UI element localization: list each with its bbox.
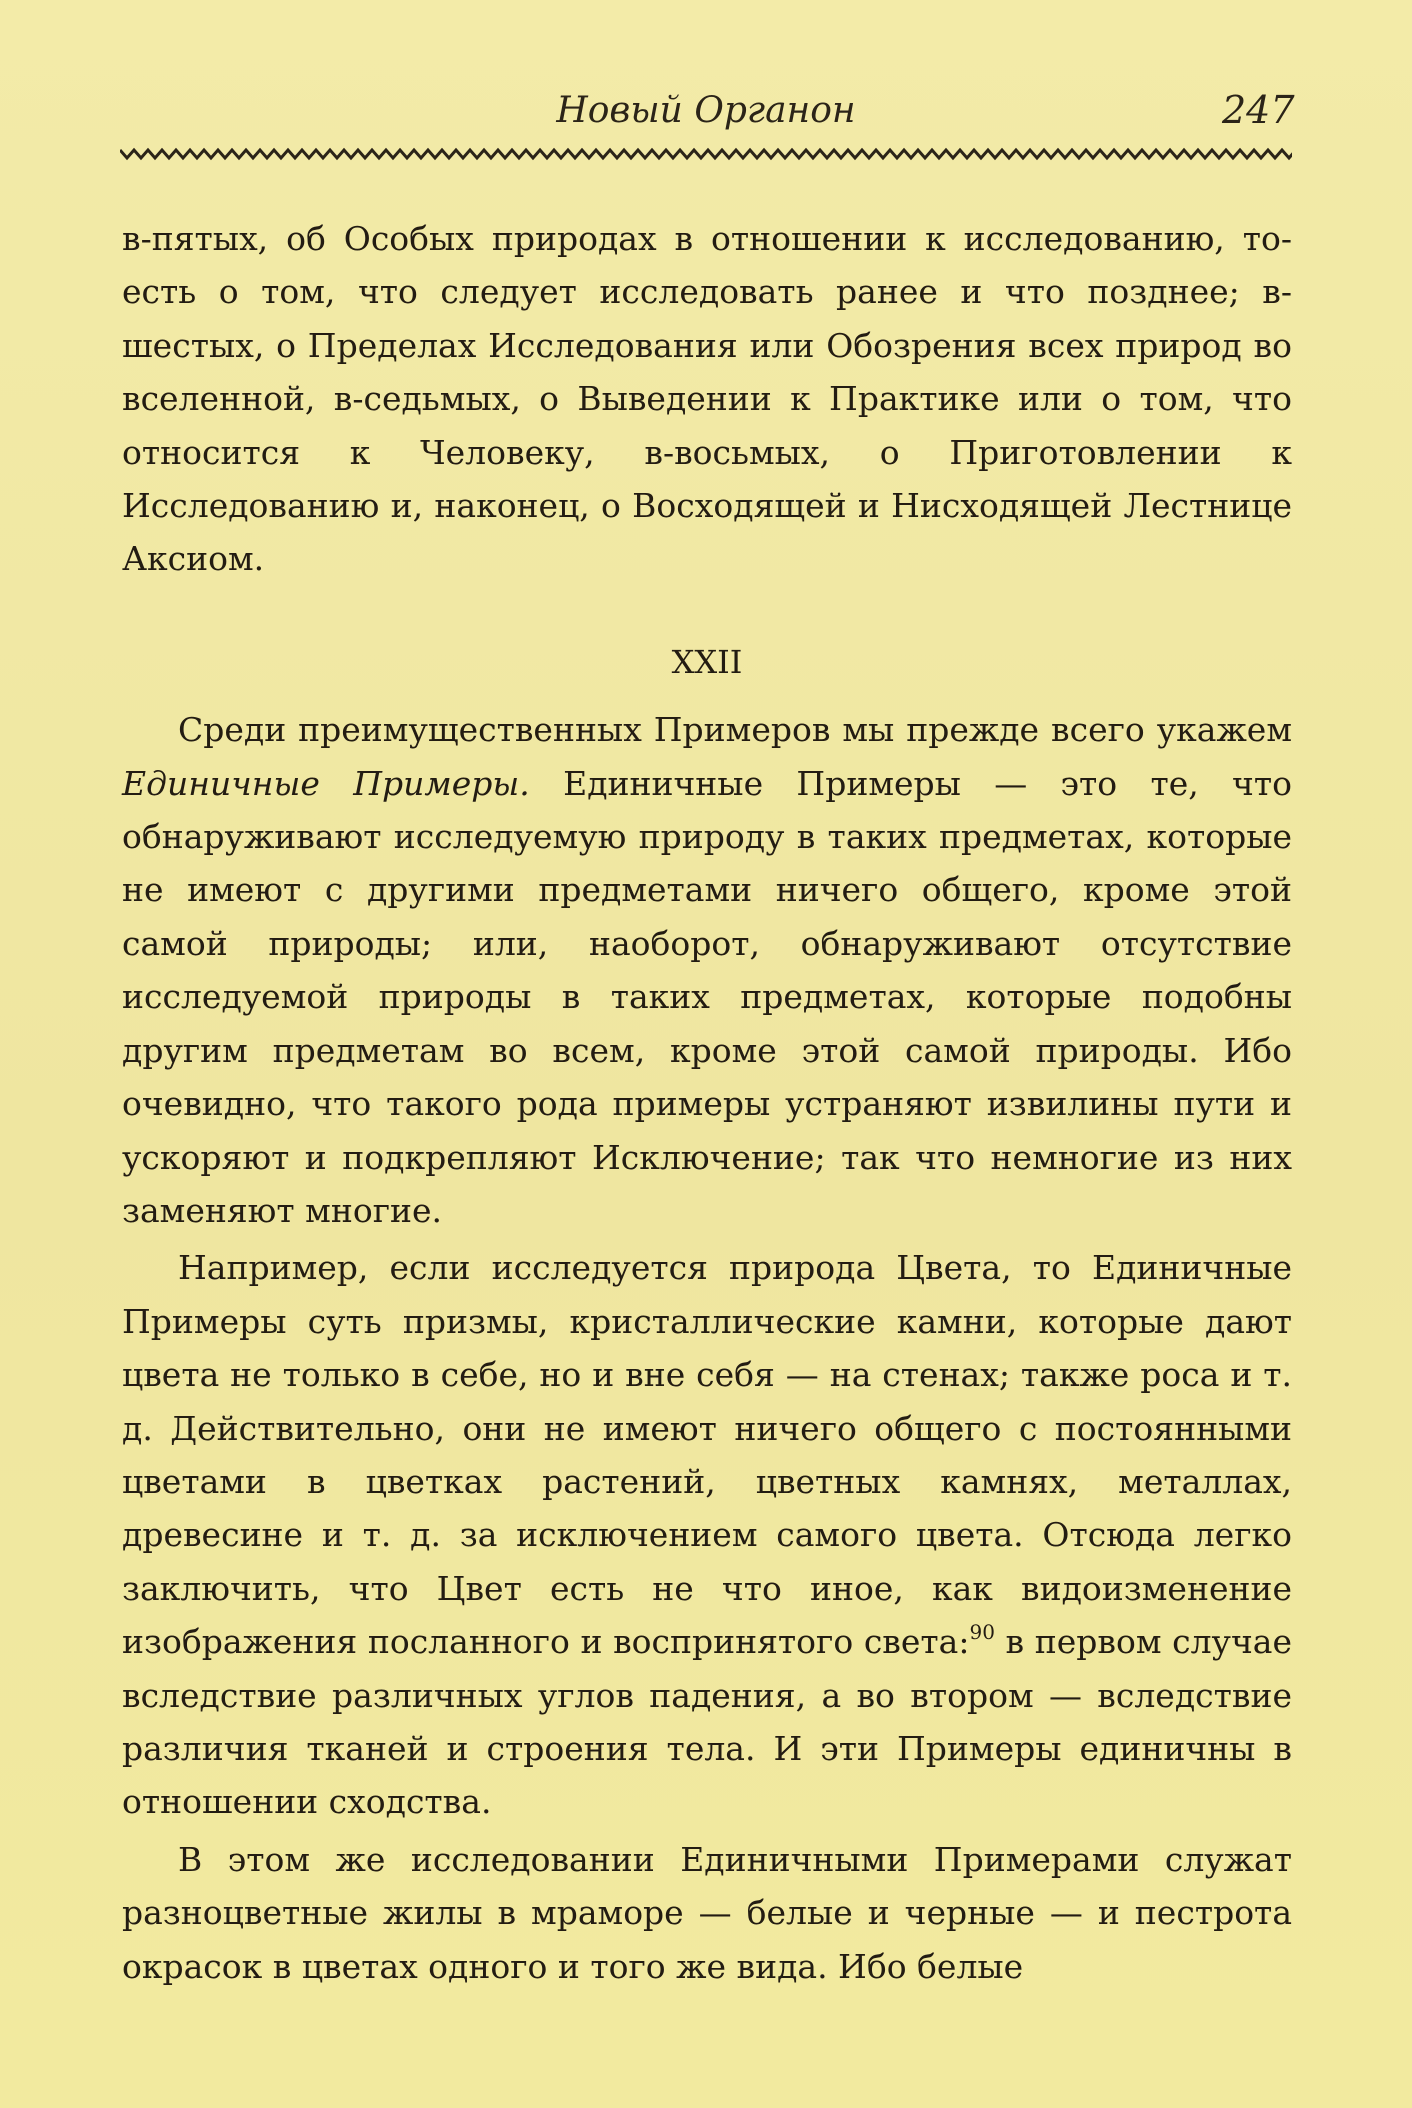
paragraph-unique-instances [122,703,1292,1237]
page-number: 247 [1222,88,1295,132]
section-heading: XXII [671,642,743,681]
italic-term: Единичные Примеры. [122,763,530,803]
paragraph-text: Например, если исследуется природа Цвета, то Единичные Примеры суть призмы, кристаллические камни, которые дают цвета не только в себе, но и вне себя — на стенах; также роса и т. д. Действительно, они не имеют ничего общего с постоянными цветами в цветках растений, цветных камнях, металлах, древесине и т. д. за исключением самого цвета. Отсюда легко заключить, что Цвет есть не что иное, как видоизменение изображения посланного и воспринятого света: [122,1248,1292,1662]
decorative-wavy-rule [120,146,1292,162]
paragraph-text: в первом случае вследствие различных углов падения, а во втором — вследствие различия тканей и строения тела. И эти Примеры единичны в отношении сходства. [122,1622,1292,1822]
paragraph-text: Среди преимущественных Примеров мы прежде всего укажем [178,710,1292,750]
paragraph-continuation: в-пятых, об Особых природах в отношении к исследованию, то-есть о том, что следует исследовать ранее и что позднее; в-шестых, о Пределах Исследования или Обозрения всех природ во вселенной, в-седьмых, о Выведении к Практике или о том, что относится к Человеку, в-восьмых, о Приготовлении к Исследованию и, наконец, о Восходящей и Нисходящей Лестнице Аксиом. [122,219,1292,579]
page-body [122,212,1292,1993]
running-header-title: Новый Органон [556,90,856,131]
footnote-reference[interactable]: 90 [969,1620,995,1645]
paragraph-color-example [122,1241,1292,1828]
paragraph-marble-example: В этом же исследовании Единичными Примерами служат разноцветные жилы в мраморе — белые и черные — и пестрота окрасок в цветах одного и того же вида. Ибо белые [122,1839,1292,1986]
paragraph-text: Единичные Примеры — это те, что обнаруживают исследуемую природу в таких предметах, которые не имеют с другими предметами ничего общего, кроме этой самой природы; или, наоборот, обнаруживают отсутствие исследуемой природы в таких предметах, которые подобны другим предметам во всем, кроме этой самой природы. Ибо очевидно, что такого рода примеры устраняют извилины пути и ускоряют и подкрепляют Исключение; так что немногие из них заменяют многие. [122,763,1292,1230]
